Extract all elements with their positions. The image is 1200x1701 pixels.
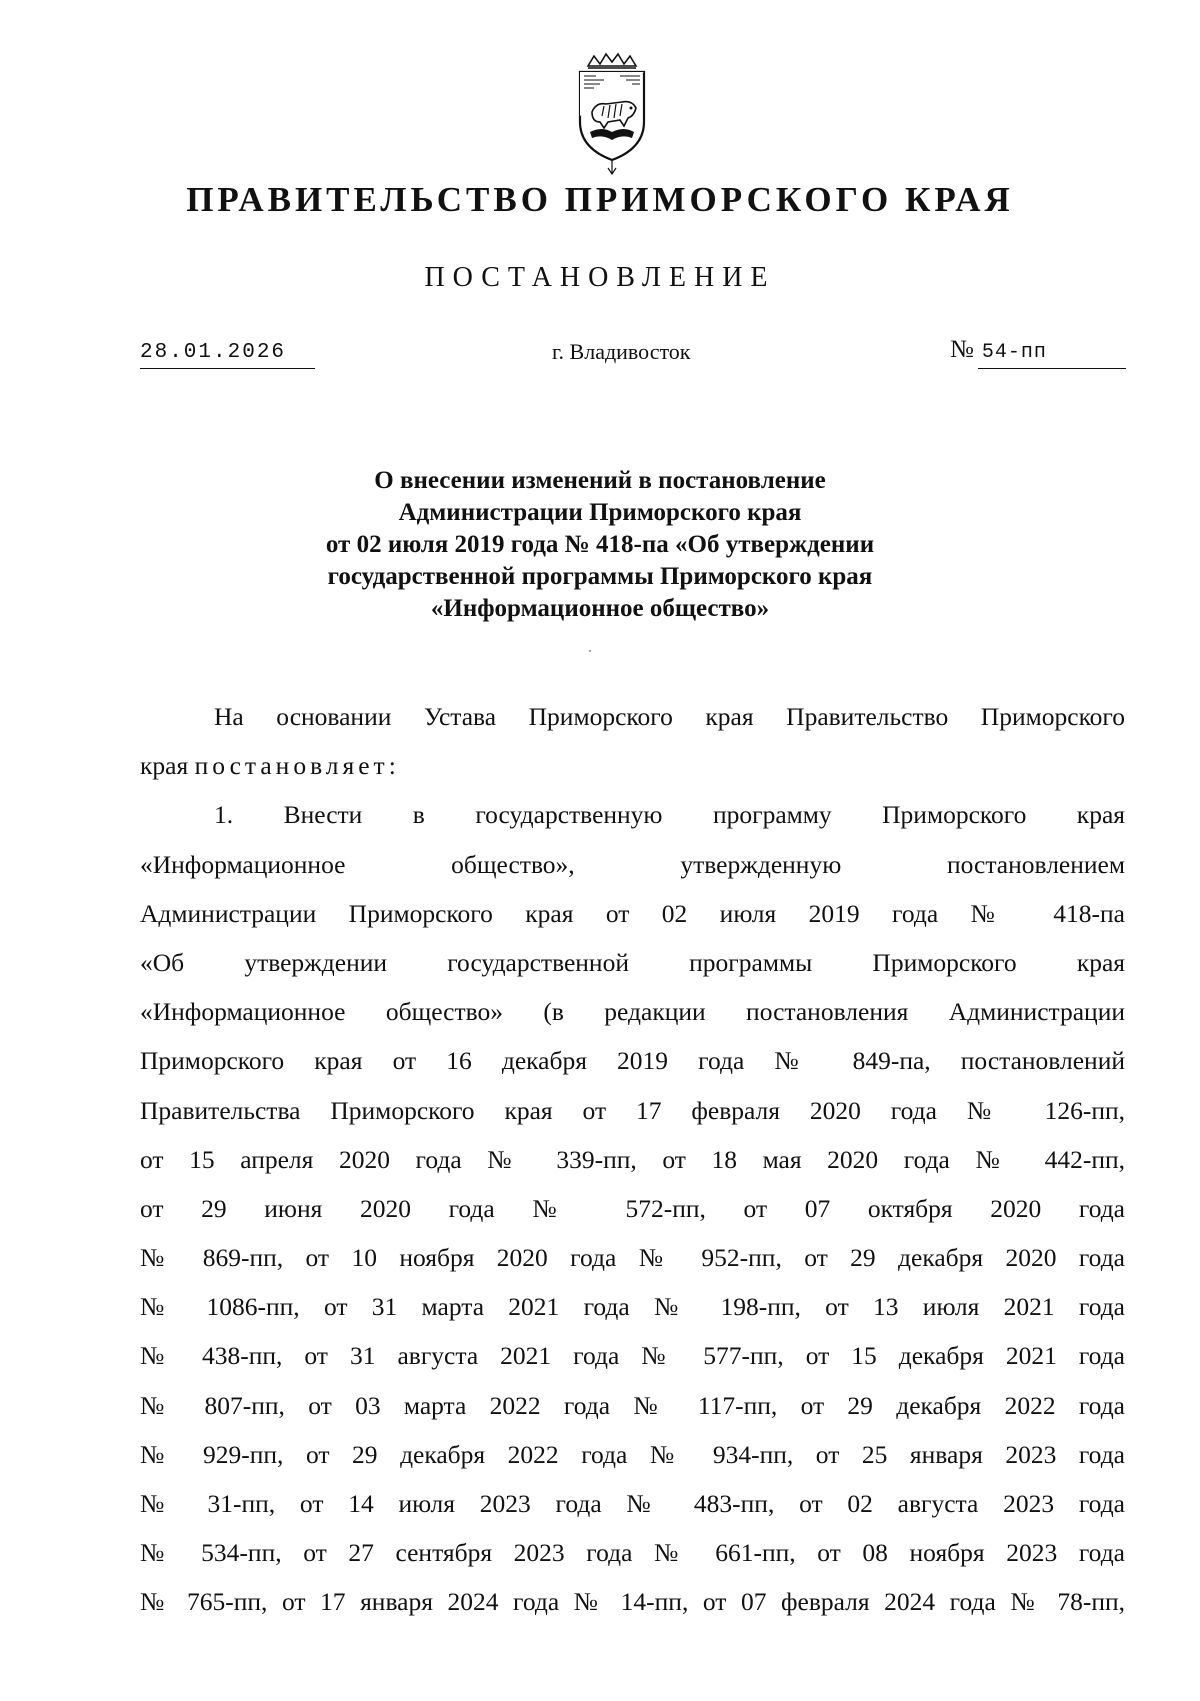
government-title: ПРАВИТЕЛЬСТВО ПРИМОРСКОГО КРАЯ (186, 180, 1014, 219)
body-line: № 929-пп, от 29 декабря 2022 года № 934-пп, от 25 января 2023 года (140, 1439, 1125, 1469)
body-line: № 807-пп, от 03 марта 2022 года № 117-пп, от 29 декабря 2022 года (140, 1390, 1125, 1420)
body-line: На основании Устава Приморского края Правительство Приморского (214, 702, 1125, 731)
body-line: № 1086-пп, от 31 марта 2021 года № 198-пп, от 13 июля 2021 года (140, 1292, 1125, 1322)
document-number (950, 336, 1047, 364)
number-sign: № (950, 336, 974, 363)
document-type: ПОСТАНОВЛЕНИЕ (424, 262, 776, 293)
body-text-fragment: края (140, 751, 195, 781)
body-line: Администрации Приморского края от 02 июля 2019 года № 418-па (140, 898, 1125, 928)
scan-speck (589, 650, 591, 652)
body-line: 1. Внести в государственную программу Приморского края (214, 800, 1125, 830)
body-line: «Информационное общество» (в редакции постановления Администрации (140, 997, 1125, 1027)
coat-of-arms-icon (574, 52, 650, 176)
body-line: от 15 апреля 2020 года № 339-пп, от 18 мая 2020 года № 442-пп, (140, 1144, 1125, 1174)
body-line: № 438-пп, от 31 августа 2021 года № 577-пп, от 15 декабря 2021 года (140, 1341, 1125, 1371)
heading-line: «Информационное общество» (430, 595, 770, 622)
body-line: Приморского края от 16 декабря 2019 года № 849-па, постановлений (140, 1046, 1125, 1076)
heading-line: Администрации Приморского края (398, 499, 802, 526)
body-line: № 31-пп, от 14 июля 2023 года № 483-пп, от 02 августа 2023 года (140, 1489, 1125, 1518)
resolves-word: постановляет: (194, 751, 400, 781)
heading-line: О внесении изменений в постановление (374, 467, 826, 494)
document-city: г. Владивосток (552, 339, 691, 364)
body-line: «Информационное общество», утвержденную постановлением (140, 849, 1125, 879)
heading-line: государственной программы Приморского края (327, 563, 873, 590)
document-body (140, 692, 1125, 1627)
document-heading (0, 465, 1200, 625)
body-line: «Об утверждении государственной программы Приморского края (140, 947, 1125, 977)
body-line: от 29 июня 2020 года № 572-пп, от 07 октября 2020 года (140, 1193, 1125, 1223)
body-line: № 869-пп, от 10 ноября 2020 года № 952-пп, от 29 декабря 2020 года (140, 1243, 1125, 1273)
number-value: 54-пп (981, 341, 1047, 364)
number-underline (978, 368, 1126, 369)
body-line: Правительства Приморского края от 17 февраля 2020 года № 126-пп, (140, 1095, 1125, 1125)
body-line: № 765-пп, от 17 января 2024 года № 14-пп, от 07 февраля 2024 года № 78-пп, (140, 1587, 1125, 1617)
heading-line: от 02 июля 2019 года № 418-па «Об утверждении (325, 531, 875, 558)
body-line (140, 741, 1125, 790)
document-date: 28.01.2026 (140, 341, 287, 364)
date-underline (140, 368, 315, 369)
body-line: № 534-пп, от 27 сентября 2023 года № 661-пп, от 08 ноября 2023 года (140, 1538, 1125, 1568)
